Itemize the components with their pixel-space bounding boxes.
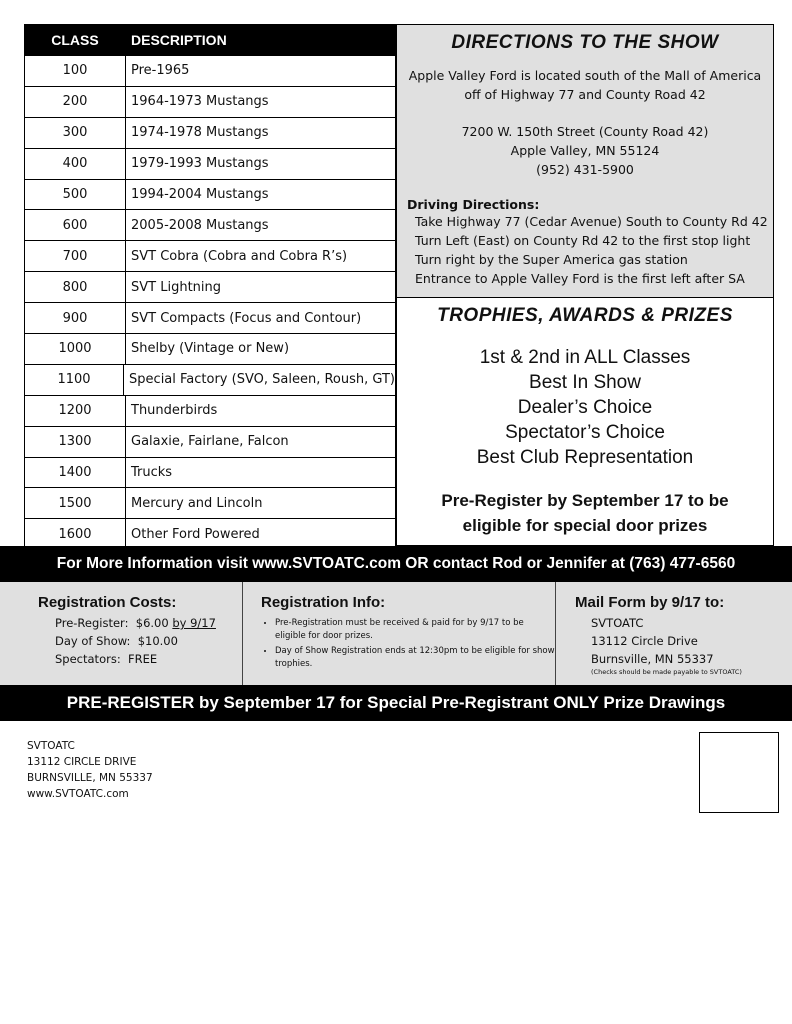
intro-line: Apple Valley Ford is located south of the Mall of America (408, 68, 762, 83)
class-description: Shelby (Vintage or New) (131, 341, 290, 357)
class-description: Thunderbirds (131, 403, 218, 419)
class-number: 1500 (25, 488, 126, 518)
table-body (25, 55, 395, 549)
driving-steps (415, 212, 773, 288)
mail-address (591, 614, 792, 668)
table-row (25, 240, 395, 271)
award-item: Best In Show (529, 372, 641, 393)
class-description: 1979-1993 Mustangs (131, 156, 269, 172)
door-prize-line: Pre-Register by September 17 to be (441, 491, 729, 510)
mail-address-line: SVTOATC (591, 616, 644, 630)
cost-amount: FREE (128, 652, 158, 666)
class-number: 900 (25, 303, 126, 333)
dealer-phone: (952) 431-5900 (536, 162, 634, 177)
pre-register-bar: PRE-REGISTER by September 17 for Special Pre-Registrant ONLY Prize Drawings (0, 685, 792, 721)
class-description: SVT Compacts (Focus and Contour) (131, 310, 362, 326)
class-number: 500 (25, 180, 126, 210)
class-description: SVT Cobra (Cobra and Cobra R’s) (131, 248, 348, 264)
class-description: Pre-1965 (131, 63, 190, 79)
door-prize-line: eligible for special door prizes (462, 516, 708, 535)
class-number: 400 (25, 149, 126, 179)
class-description: 1964-1973 Mustangs (131, 94, 269, 110)
class-column-header: CLASS (51, 32, 99, 48)
class-table (24, 24, 396, 550)
cost-label: Spectators: (55, 652, 121, 666)
class-description: 2005-2008 Mustangs (131, 217, 269, 233)
table-row (25, 333, 395, 364)
cost-label: Day of Show: (55, 634, 131, 648)
intro-line: off of Highway 77 and County Road 42 (464, 87, 706, 102)
dealer-address (397, 122, 773, 179)
class-number: 300 (25, 118, 126, 148)
driving-step: Take Highway 77 (Cedar Avenue) South to County Rd 42 (415, 214, 768, 229)
cost-pre-register (55, 614, 238, 632)
return-address-line: BURNSVILLE, MN 55337 (27, 772, 153, 784)
directions-section (397, 25, 773, 298)
cost-label: Pre-Register: (55, 616, 129, 630)
table-row (25, 271, 395, 302)
table-row (25, 364, 395, 395)
mail-address-line: Burnsville, MN 55337 (591, 652, 714, 666)
registration-info-title: Registration Info: (261, 594, 386, 611)
class-description: Mercury and Lincoln (131, 495, 263, 511)
award-item: Spectator’s Choice (505, 422, 665, 443)
address-line: 7200 W. 150th Street (County Road 42) (461, 124, 709, 139)
mail-form-title: Mail Form by 9/17 to: (575, 594, 725, 611)
return-address-line: www.SVTOATC.com (27, 788, 129, 800)
address-line: Apple Valley, MN 55124 (510, 143, 660, 158)
directions-intro (397, 66, 773, 104)
return-address (27, 738, 153, 802)
table-row (25, 148, 395, 179)
trophies-title: TROPHIES, AWARDS & PRIZES (437, 305, 733, 326)
more-info-bar: For More Information visit www.SVTOATC.com OR contact Rod or Jennifer at (763) 477-6560 (0, 546, 792, 582)
cost-amount: $6.00 (135, 616, 169, 630)
table-row (25, 426, 395, 457)
return-address-line: 13112 CIRCLE DRIVE (27, 756, 137, 768)
cost-deadline: by 9/17 (172, 616, 216, 630)
class-number: 1400 (25, 458, 126, 488)
class-number: 200 (25, 87, 126, 117)
driving-step: Turn right by the Super America gas station (415, 252, 688, 267)
registration-info (242, 582, 556, 685)
award-item: Best Club Representation (476, 447, 694, 468)
door-prize-note (397, 488, 773, 538)
class-description: SVT Lightning (131, 279, 222, 295)
right-panel (396, 24, 774, 546)
table-row (25, 302, 395, 333)
driving-step: Turn Left (East) on County Rd 42 to the first stop light (415, 233, 751, 248)
return-address-line: SVTOATC (27, 740, 75, 752)
mail-form (556, 582, 792, 685)
class-number: 1600 (25, 519, 126, 549)
cost-day-of-show (55, 632, 238, 650)
table-row (25, 487, 395, 518)
cost-list (55, 614, 238, 668)
awards-list (397, 345, 773, 470)
trophies-section (397, 298, 773, 547)
registration-band (0, 582, 792, 685)
table-header (25, 25, 395, 55)
check-payable-note: (Checks should be made payable to SVTOATC) (591, 668, 742, 676)
class-number: 600 (25, 210, 126, 240)
registration-info-item: • Pre-Registration must be received & paid for by 9/17 to be eligible for door prizes. (275, 617, 555, 643)
class-number: 800 (25, 272, 126, 302)
table-row (25, 209, 395, 240)
mail-address-line: 13112 Circle Drive (591, 634, 698, 648)
registration-costs (38, 582, 238, 685)
table-row (25, 55, 395, 86)
directions-title: DIRECTIONS TO THE SHOW (451, 32, 719, 53)
class-number: 1200 (25, 396, 126, 426)
table-row (25, 395, 395, 426)
registration-info-item: • Day of Show Registration ends at 12:30pm to be eligible for show trophies. (275, 645, 555, 671)
table-row (25, 518, 395, 549)
registration-costs-title: Registration Costs: (38, 594, 177, 611)
driving-directions-heading: Driving Directions: (407, 197, 540, 212)
table-row (25, 179, 395, 210)
class-number: 100 (25, 56, 126, 86)
cost-spectators (55, 650, 238, 668)
class-number: 700 (25, 241, 126, 271)
table-row (25, 117, 395, 148)
award-item: 1st & 2nd in ALL Classes (479, 347, 691, 368)
class-number: 1100 (25, 365, 124, 395)
table-row (25, 86, 395, 117)
stamp-box (699, 732, 779, 813)
registration-info-list (261, 617, 555, 671)
class-description: 1974-1978 Mustangs (131, 125, 269, 141)
class-description: Trucks (131, 465, 173, 481)
class-description: Special Factory (SVO, Saleen, Roush, GT) (129, 372, 395, 388)
cost-amount: $10.00 (137, 634, 178, 648)
class-description: 1994-2004 Mustangs (131, 187, 269, 202)
driving-step: Entrance to Apple Valley Ford is the first left after SA (415, 271, 745, 286)
award-item: Dealer’s Choice (517, 397, 653, 418)
class-description: Other Ford Powered (131, 526, 260, 542)
class-description: Galaxie, Fairlane, Falcon (131, 434, 289, 450)
table-row (25, 457, 395, 488)
description-column-header: DESCRIPTION (131, 32, 227, 48)
class-number: 1000 (25, 334, 126, 364)
class-number: 1300 (25, 427, 126, 457)
